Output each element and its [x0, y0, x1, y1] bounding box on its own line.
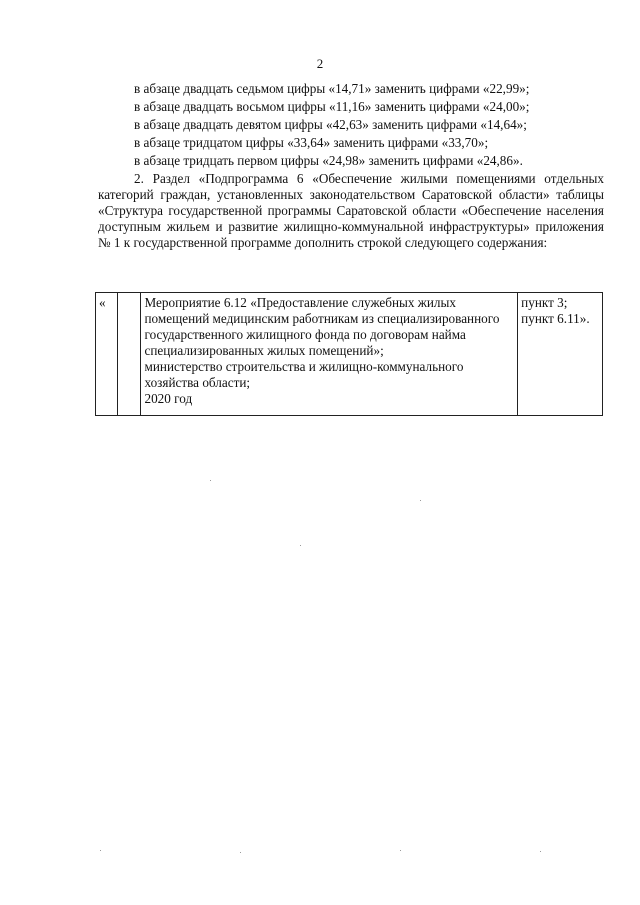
inserted-row-table: [95, 292, 603, 416]
point-line: пункт 6.11».: [521, 311, 590, 326]
scan-speck: [400, 850, 401, 851]
description-line: министерство строительства и жилищно-коммунального: [144, 359, 464, 374]
description-line: специализированных жилых помещений»;: [144, 343, 384, 358]
description-line: 2020 год: [144, 391, 193, 406]
amendment-line: в абзаце двадцать девятом цифры «42,63» заменить цифрами «14,64»;: [134, 117, 527, 132]
description-line: хозяйства области;: [144, 375, 251, 390]
description-line: Мероприятие 6.12 «Предоставление служебных жилых: [144, 295, 456, 310]
scan-speck: [420, 500, 421, 501]
description-line: государственного жилищного фонда по договорам найма: [144, 327, 466, 342]
measure-description-cell: [141, 293, 518, 416]
amendment-line: в абзаце двадцать седьмом цифры «14,71» заменить цифрами «22,99»;: [134, 81, 530, 96]
scan-speck: [210, 480, 211, 481]
scan-speck: [240, 852, 241, 853]
empty-cell: [117, 293, 141, 416]
opening-quote-cell: «: [96, 293, 118, 416]
point-line: пункт 3;: [521, 295, 568, 310]
scan-speck: [300, 545, 301, 546]
amendment-line: в абзаце тридцать первом цифры «24,98» заменить цифрами «24,86».: [134, 153, 523, 168]
points-cell: [518, 293, 603, 416]
description-line: помещений медицинским работникам из специализированного: [144, 311, 500, 326]
table-row: [96, 293, 603, 416]
amendment-line: в абзаце двадцать восьмом цифры «11,16» заменить цифрами «24,00»;: [134, 99, 530, 114]
page-number: 2: [316, 56, 324, 71]
scan-speck: [100, 850, 101, 851]
amendment-line: в абзаце тридцатом цифры «33,64» заменить цифрами «33,70»;: [134, 135, 489, 150]
section-paragraph: 2. Раздел «Подпрограмма 6 «Обеспечение жилыми помещениями отдельных категорий граждан, установленных законодательством Саратовской области» таблицы «Структура государственной программы Саратовской области «Обеспечение населения доступным жильем и развитие жилищно-коммунальной инфраструктуры» приложения № 1 к государственной программе дополнить строкой следующего содержания:: [98, 171, 604, 250]
scan-speck: [540, 851, 541, 852]
amendment-list: [98, 80, 604, 170]
